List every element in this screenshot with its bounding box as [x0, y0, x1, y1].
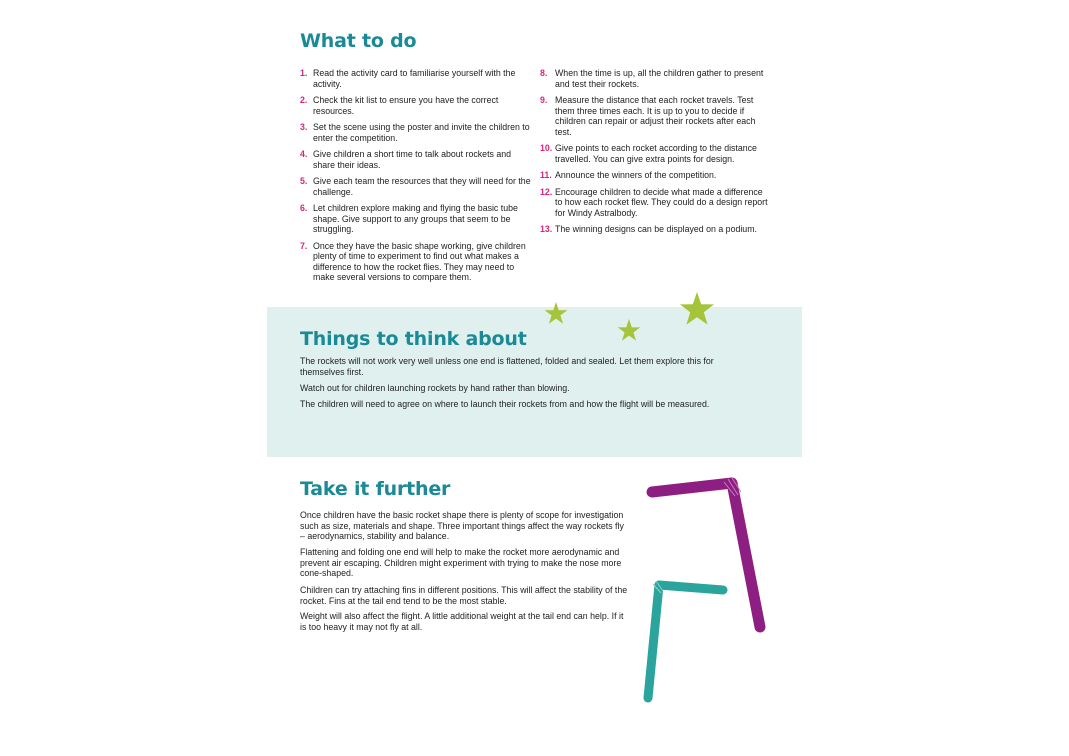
take-it-further-heading: Take it further — [300, 478, 451, 500]
step-text: Check the kit list to ensure you have the correct resources. — [313, 95, 499, 116]
what-to-do-heading: What to do — [300, 30, 417, 52]
further-paragraph: Flattening and folding one end will help to make the rocket more aerodynamic and prevent air escaping. Children might experiment with trying to make the nose more cone-shaped. — [300, 547, 622, 578]
step-text: Give points to each rocket according to the distance travelled. You can give extra points for design. — [555, 143, 757, 164]
step-item — [300, 95, 532, 116]
step-item — [540, 68, 772, 89]
star-icon — [545, 302, 568, 324]
step-item — [300, 122, 532, 143]
star-icon — [618, 319, 641, 341]
step-item — [540, 143, 772, 164]
step-number: 4. — [300, 149, 308, 159]
further-paragraph: Weight will also affect the flight. A little additional weight at the tail end can help. If it is too heavy it may not fly at all. — [300, 611, 624, 632]
step-text: When the time is up, all the children gather to present and test their rockets. — [555, 68, 764, 89]
step-item — [540, 187, 772, 219]
star-icon — [680, 292, 714, 325]
things-to-think-about-heading: Things to think about — [300, 328, 527, 350]
step-number: 6. — [300, 203, 308, 213]
step-text: Encourage children to decide what made a difference to how each rocket flew. They could do a design report for Windy Astralbody. — [555, 186, 768, 218]
step-item — [300, 241, 532, 283]
step-item — [300, 203, 532, 235]
step-number: 8. — [540, 68, 548, 78]
steps-list-right — [540, 68, 772, 241]
star-icon — [530, 285, 730, 355]
further-paragraph: Once children have the basic rocket shape there is plenty of scope for investigation such as size, materials and shape. Three important things affect the way rockets fly – aerodynamics, stability and balance. — [300, 510, 624, 541]
step-item — [540, 170, 772, 181]
step-number: 2. — [300, 95, 308, 105]
step-number: 9. — [540, 95, 548, 105]
step-number: 10. — [540, 143, 553, 153]
step-text: Give children a short time to talk about rockets and share their ideas. — [313, 149, 512, 170]
step-item — [300, 68, 532, 89]
step-text: Read the activity card to familiarise yourself with the activity. — [313, 68, 516, 89]
step-text: Once they have the basic shape working, give children plenty of time to experiment to find out what makes a difference to how the rocket flies. They may need to make several versions to compare them. — [313, 240, 526, 282]
teal-bendy-straw-icon — [635, 570, 740, 710]
step-text: The winning designs can be displayed on a podium. — [555, 224, 757, 234]
think-paragraph: The children will need to agree on where to launch their rockets from and how the flight will be measured. — [300, 399, 710, 409]
think-paragraph: Watch out for children launching rockets by hand rather than blowing. — [300, 383, 570, 393]
step-number: 1. — [300, 68, 308, 78]
step-text: Let children explore making and flying the basic tube shape. Give support to any groups that seem to be struggling. — [313, 203, 518, 234]
step-text: Announce the winners of the competition. — [555, 170, 717, 180]
step-number: 13. — [540, 224, 553, 234]
steps-list-left — [300, 68, 532, 289]
step-item — [300, 176, 532, 197]
step-number: 12. — [540, 186, 553, 197]
further-paragraph: Children can try attaching fins in different positions. This will affect the stability of the rocket. Fins at the tail end tend to be the most stable. — [300, 585, 628, 606]
think-paragraph: The rockets will not work very well unless one end is flattened, folded and sealed. Let them explore this for themselves first. — [300, 356, 714, 377]
step-text: Set the scene using the poster and invite the children to enter the competition. — [313, 122, 530, 143]
step-number: 5. — [300, 176, 308, 186]
step-number: 7. — [300, 240, 308, 251]
step-item — [300, 149, 532, 170]
step-text: Measure the distance that each rocket travels. Test them three times each. It is up to you to decide if children can repair or adjust their rockets after each test. — [555, 95, 756, 137]
step-item — [540, 95, 772, 137]
step-number: 3. — [300, 122, 308, 132]
step-text: Give each team the resources that they will need for the challenge. — [313, 176, 531, 197]
step-item — [540, 224, 772, 235]
step-number: 11. — [540, 170, 552, 180]
